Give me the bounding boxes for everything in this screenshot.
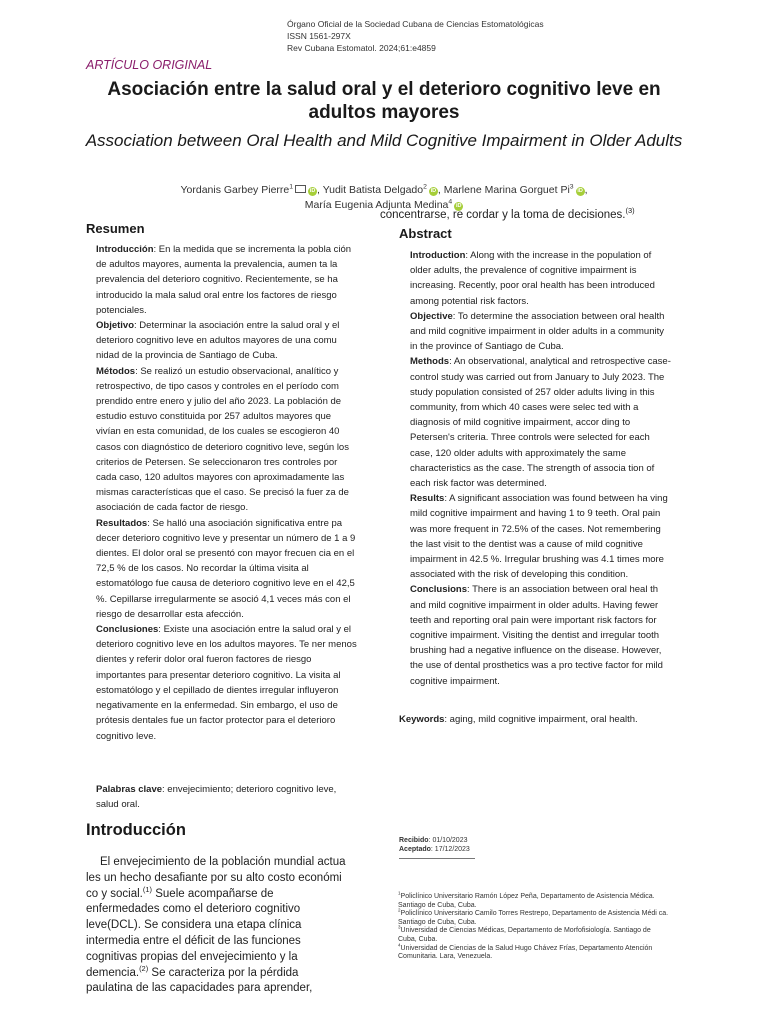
affiliation-text: Universidad de Ciencias Médicas, Departamento de Morfofisiología. Santiago de Cuba, Cuba. — [398, 927, 651, 943]
paragraph-text: Suele acompañarse de enfermedades como el deterioro cognitivo leve(DCL). Se considera una etapa clínica intermedia entre el déficit de las funciones cognitivas propias del envejecimiento y la demencia. — [86, 887, 302, 979]
abstract-methods — [410, 354, 672, 491]
affiliation-mark: 3 — [398, 925, 401, 931]
author-affiliation-mark: 1 — [289, 183, 294, 191]
section-text: : There is an association between oral heal th and mild cognitive impairment in older adults. Having fewer teeth and reporting oral pain were important risk factors for cognitive impairment. Visiting the dentist and irregular tooth brushing had a negative influence on the disease. However, the use of dental prosthetics was a pro tective factor for mild cognitive impairment. — [410, 584, 663, 687]
affiliation-mark: 4 — [398, 942, 401, 948]
resumen-introduction — [96, 242, 358, 318]
author-name: , Yudit Batista Delgado — [317, 184, 424, 196]
resumen-conclusions — [96, 622, 358, 744]
submission-dates — [399, 836, 470, 854]
introduccion-body — [86, 855, 348, 997]
affiliation-item — [398, 927, 670, 944]
section-label: Objective — [410, 310, 453, 322]
abstract-body — [410, 248, 672, 689]
resumen-heading: Resumen — [86, 221, 145, 236]
keywords-text: : envejecimiento; deterioro cognitivo leve, salud oral. — [96, 784, 337, 811]
affiliation-mark: 2 — [398, 907, 401, 913]
section-label: Introduction — [410, 250, 466, 261]
title-spanish: Asociación entre la salud oral y el deterioro cognitivo leve en adultos mayores — [107, 79, 661, 123]
palabras-clave — [96, 782, 358, 812]
received-date — [399, 836, 470, 845]
affiliation-item — [398, 907, 670, 927]
section-label: Objetivo — [96, 320, 135, 332]
journal-issn: ISSN 1561-297X — [287, 31, 351, 41]
abstract-results — [410, 491, 672, 582]
section-label: Métodos — [96, 365, 136, 377]
citation-ref[interactable]: (2) — [139, 963, 149, 973]
keywords-label: Palabras clave — [96, 784, 163, 795]
author-name: , Marlene Marina Gorguet Pi — [437, 184, 570, 196]
section-text: : To determine the association between oral health and mild cognitive impairment in older adults in a community in the province of Santiago de Cuba. — [410, 310, 665, 353]
affiliation-text: Universidad de Ciencias de la Salud Hugo Chávez Frías, Departamento Atención Comunitaria. Lara, Venezuela. — [398, 944, 653, 961]
section-text: : Se realizó un estudio observacional, analítico y retrospectivo, de tipo casos y controles en el período com prendido entre enero y julio del año 2023. La población de estudio estuvo constituida por 257 adultos mayores que vivían en esta comunidad, de los cuales se escogieron 40 casos con diagnóstico de deterioro cognitivo leve, según los criterios de Petersen. Se seleccionaron tres controles por cada caso, 120 adultos mayores con aproximadamente las mismas características que el caso. Se precisó la fuer za de asociación de cada factor de riesgo. — [96, 365, 349, 514]
date-value: : 17/12/2023 — [430, 846, 470, 853]
resumen-body — [96, 242, 358, 744]
keywords-text: : aging, mild cognitive impairment, oral health. — [444, 714, 638, 725]
affiliation-item — [398, 942, 670, 962]
section-text: : Determinar la asociación entre la salud oral y el deterioro cognitivo leve en adultos mayores de una comu nidad de la provincia de Santiago de Cuba. — [96, 320, 340, 362]
abstract-objective — [410, 309, 672, 355]
section-text: : Along with the increase in the population of older adults, the prevalence of cognitive impairment is increasing. Recently, poor oral health has been introduced among potential risk factors. — [410, 250, 655, 307]
date-label: Recibido — [399, 837, 429, 844]
orcid-icon[interactable]: iD — [455, 203, 462, 209]
affiliation-item — [398, 890, 670, 910]
email-icon[interactable] — [295, 185, 306, 193]
section-text: : En la medida que se incrementa la pobla ción de adultos mayores, aumenta la prevalencia, aumen ta la prevalencia del deterioro cognitivo. Recientemente, se ha introducido la mala salud oral entre los factores de riesgo potenciales. — [96, 244, 352, 316]
section-label: Results — [410, 493, 445, 505]
citation-ref[interactable]: (1) — [142, 884, 153, 894]
resumen-methods — [96, 364, 358, 516]
orcid-icon[interactable]: iD — [430, 188, 437, 194]
title-english: Association between Oral Health and Mild Cognitive Impairment in Older Adults — [85, 131, 683, 150]
footnote-divider — [399, 858, 475, 859]
date-label: Aceptado — [399, 846, 431, 853]
date-value: : 01/10/2023 — [428, 837, 468, 844]
journal-header — [287, 18, 544, 54]
journal-organ: Órgano Oficial de la Sociedad Cubana de Ciencias Estomatológicas — [287, 19, 544, 29]
section-label: Conclusiones — [96, 624, 159, 636]
abstract-heading: Abstract — [399, 226, 452, 241]
affiliation-text: Policlínico Universitario Camilo Torres Restrepo, Departamento de Asistencia Médi ca. Santiago de Cuba, Cuba. — [398, 910, 669, 926]
journal-citation: Rev Cubana Estomatol. 2024;61:e4859 — [287, 43, 436, 53]
keywords — [399, 712, 679, 727]
introduccion-heading: Introducción — [86, 821, 186, 839]
section-label: Conclusions — [410, 584, 468, 596]
introduccion-paragraph — [86, 855, 348, 997]
author-affiliation-mark: 4 — [448, 198, 453, 206]
section-text: : Existe una asociación entre la salud oral y el deterioro cognitivo leve en los adultos mayores. Te ner menos dientes y referir dolor oral fueron factores de riesgo importantes para presentar deterioro cognitivo. La visita al estomatólogo y el cepillado de dientes irregular influyeron negativamente en la enfermedad. Sin embargo, el uso de prótesis dentales fue un factor protector para el deterioro cognitivo leve. — [96, 624, 357, 742]
orcid-icon[interactable]: iD — [309, 188, 316, 194]
continuation-text: concentrarse, re cordar y la toma de decisiones. — [380, 209, 626, 221]
section-label: Resultados — [96, 517, 148, 529]
abstract-introduction — [410, 248, 672, 309]
abstract-conclusions — [410, 582, 672, 688]
section-label: Introducción — [96, 244, 154, 255]
affiliations — [398, 890, 670, 962]
affiliation-text: Policlínico Universitario Ramón López Peña, Departamento de Asistencia Médica. Santiago de Cuba, Cuba. — [398, 893, 655, 909]
section-text: : Se halló una asociación significativa entre pa decer deterioro cognitivo leve y presentar un número de 1 a 9 dientes. El dolor oral se presentó con mayor frecuen cia en el 72,5 % de los casos. No recordar la última visita al estomatólogo fue causa de deterioro cognitivo leve en el 42,5 %. Cepillarse irregularmente se asoció 4,1 veces más con el riesgo de desarrollar esta afección. — [96, 517, 356, 620]
paragraph-text: El envejecimiento de la población mundial actua les un hecho desafiante por su alto costo económi co y social. — [86, 856, 346, 900]
affiliation-mark: 1 — [398, 890, 401, 896]
orcid-icon[interactable]: iD — [577, 188, 583, 194]
author-list: Yordanis Garbey Pierre$^1$iD , Yudit Batista Delgado$^2$iD , Marlene Marina Gorguet Pi$^3$iD , María Eugenia Adjunta Medina$^4$iD — [180, 183, 588, 211]
section-text: : A significant association was found between ha ving mild cognitive impairment and having 1 to 9 teeth. Oral pain was more frequent in 72.5% of the cases. Not remembering the last visit to the dentist was a cause of mild cognitive impairment in 42.5 %. Irregular brushing was 4.1 times more associated with the risk of developing this condition. — [410, 493, 668, 581]
resumen-results — [96, 516, 358, 622]
author-name: María Eugenia Adjunta Medina — [304, 199, 449, 211]
resumen-objective — [96, 318, 358, 364]
section-text: : An observational, analytical and retrospective case-control study was carried out from January to July 2023. The study population consisted of 257 older adults living in this community, from which 40 cases were selec ted with a diagnosis of mild cognitive impairment, accor ding to Petersen's criteria. Three controls were selected for each case, 120 older adults with approximately the same characteristics as the case. The strength of associa tion of each risk factor was determined. — [410, 356, 671, 490]
paragraph-text: Se caracteriza por la pérdida paulatina de las capacidades para aprender, — [86, 966, 313, 995]
citation-ref[interactable]: (3) — [625, 206, 635, 216]
author-name: Yordanis Garbey Pierre — [180, 184, 290, 196]
author-affiliation-mark: 3 — [569, 183, 574, 191]
author-affiliation-mark: 2 — [423, 183, 427, 191]
accepted-date — [399, 845, 470, 854]
section-label: Methods — [410, 356, 450, 368]
article-type: ARTÍCULO ORIGINAL — [86, 58, 213, 72]
keywords-label: Keywords — [399, 714, 445, 725]
